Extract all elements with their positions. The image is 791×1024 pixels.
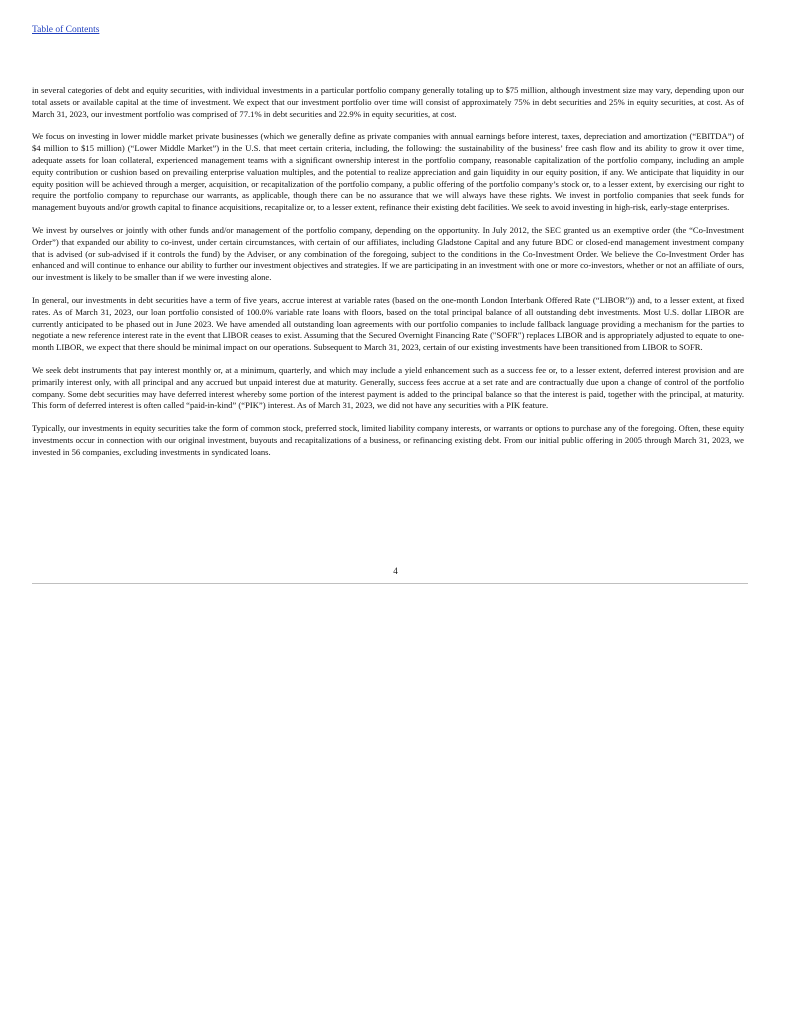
paragraph-equity-securities: Typically, our investments in equity securities take the form of common stock, preferred stock, limited liability company interests, or warrants or options to purchase any of the foregoing. Often, these equity investments occur in connection with our original investment, buyouts and recapitalizations of a business, or refinancing existing debt. From our initial public offering in 2005 through March 31, 2023, we invested in 56 companies, excluding investments in syndicated loans. (32, 423, 744, 457)
page-number: 4 (393, 566, 398, 576)
paragraph-investment-size: in several categories of debt and equity securities, with individual investments in a particular portfolio company generally totaling up to $75 million, although investment size may vary, depending upon our total assets or available capital at the time of investment. We expect that our investment portfolio over time will consist of approximately 75% in debt securities and 25% in equity securities, at cost. As of March 31, 2023, our investment portfolio was comprised of 77.1% in debt securities and 22.9% in equity securities, at cost. (32, 85, 744, 119)
paragraph-co-investment: We invest by ourselves or jointly with other funds and/or management of the portfolio company, depending on the opportunity. In July 2012, the SEC granted us an exemptive order (the “Co-Investment Order”) that expanded our ability to co-invest, under certain circumstances, with certain of our affiliates, including Gladstone Capital and any future BDC or closed-end management investment company that is advised (or sub-advised if it controls the fund) by the Adviser, or any combination of the foregoing, subject to the conditions in the Co-Investment Order. We believe the Co-Investment Order has enhanced and will continue to enhance our ability to further our investment objectives and strategies. If we are participating in an investment with one or more co-investors, whether or not an affiliate of ours, our investment is likely to be smaller than if we were investing alone. (32, 224, 744, 283)
document-body (32, 85, 744, 470)
paragraph-lower-middle-market: We focus on investing in lower middle market private businesses (which we generally define as private companies with annual earnings before interest, taxes, depreciation and amortization (“EBITDA”) of $4 million to $15 million) (“Lower Middle Market”) in the U.S. that meet certain criteria, including, the following: the sustainability of the business’ free cash flow and its ability to grow it over time, adequate assets for loan collateral, experienced management teams with a significant ownership interest in the portfolio company, reasonable capitalization of the portfolio company, including an ample equity contribution or cushion based on prevailing enterprise valuation multiples, and the potential to realize appreciation and gain liquidity in our equity position, if any. We anticipate that liquidity in our equity position will be achieved through a merger, acquisition, or recapitalization of the portfolio company, a public offering of the portfolio company’s stock or, to a lesser extent, by exercising our right to require the portfolio company to repurchase our warrants, as applicable, though there can be no assurance that we will always have these rights. We invest in portfolio companies that seek funds for management buyouts and/or growth capital to finance acquisitions, recapitalize or, to a lesser extent, refinance their existing debt facilities. We seek to avoid investing in high-risk, early-stage enterprises. (32, 131, 744, 213)
table-of-contents-link[interactable]: Table of Contents (32, 25, 100, 35)
paragraph-debt-terms-libor: In general, our investments in debt securities have a term of five years, accrue interest at variable rates (based on the one-month London Interbank Offered Rate (“LIBOR”)) and, to a lesser extent, at fixed rates. As of March 31, 2023, our loan portfolio consisted of 100.0% variable rate loans with floors, based on the total principal balance of all outstanding debt investments. Most U.S. dollar LIBOR are currently anticipated to be phased out in June 2023. We have amended all outstanding loan agreements with our portfolio companies to include fallback language providing a mechanism for the parties to negotiate a new reference interest rate in the event that LIBOR ceases to exist. Assuming that the Secured Overnight Financing Rate ("SOFR") replaces LIBOR and is appropriately adjusted to equate to one-month LIBOR, we expect that there should be minimal impact on our operations. Subsequent to March 31, 2023, certain of our existing investments have been transitioned from LIBOR to SOFR. (32, 294, 744, 353)
page-divider (32, 583, 748, 584)
paragraph-debt-instruments: We seek debt instruments that pay interest monthly or, at a minimum, quarterly, and which may include a yield enhancement such as a success fee or, to a lesser extent, deferred interest provision and are primarily interest only, with all principal and any accrued but unpaid interest due at maturity. Generally, success fees accrue at a set rate and are contractually due upon a change of control of the portfolio company. Some debt securities may have deferred interest whereby some portion of the interest payment is added to the principal balance so that the interest is paid, together with the principal, at maturity. This form of deferred interest is often called “paid-in-kind” (“PIK”) interest. As of March 31, 2023, we did not have any securities with a PIK feature. (32, 364, 744, 411)
